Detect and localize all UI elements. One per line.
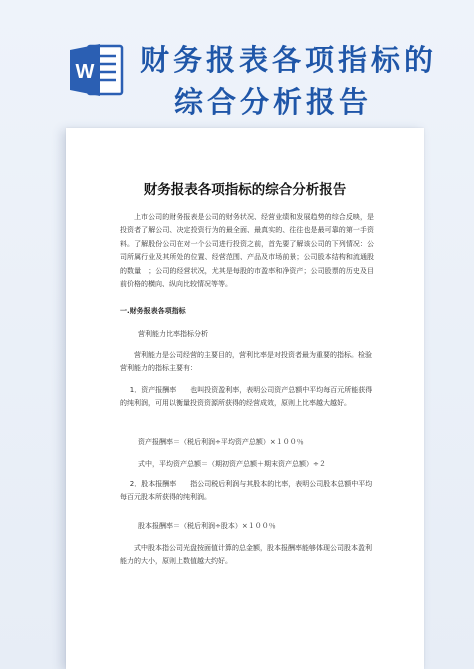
- header-banner: [0, 0, 474, 120]
- document-page: [66, 128, 424, 669]
- paragraph-equity-note: 式中股本指公司光盘按面值计算的总金额，股本报酬率能够体现公司股本盈利能力的大小，原则上数值越大约好。: [120, 544, 372, 566]
- subheading: 营利能力比率指标分析: [138, 330, 208, 338]
- paragraph-equity-return: 2．股本报酬率 指公司税后利润与其股本的比率，表明公司股本总额中平均每百元股本所获得的纯利润。: [120, 480, 373, 502]
- section-heading: 一.财务报表各项指标: [120, 307, 186, 315]
- word-document-icon: [66, 40, 126, 100]
- banner-title-line-1: 财务报表各项指标的: [140, 43, 438, 77]
- svg-text:W: W: [75, 61, 95, 83]
- intro-paragraph: 上市公司的财务报表是公司的财务状况、经营业绩和发展趋势的综合反映，是投资者了解公司、决定投资行为的最全面、最真实的、往往也是最可靠的第一手资料。了解股份公司在对一个公司进行投资之前，首先要了解该公司的下列情况：公司所属行业及其所处的位置、经营范围、产品及市场前景；公司股本结构和流通股的数量 ；公司的经营状况，尤其是每股的市盈率和净资产；公司股票的历史及目前价格的横向、纵向比较情况等等。: [120, 213, 374, 289]
- paragraph-profitability: 营利能力是公司经营的主要目的，营利比率是对投资者最为重要的指标。检验营利能力的指标主要有：: [120, 351, 372, 373]
- formula-equity-return: 股本报酬率＝（税后利润÷股本）×１００％: [138, 522, 276, 530]
- banner-title-line-2: 综合分析报告: [174, 85, 373, 119]
- document-title: 财务报表各项指标的综合分析报告: [143, 182, 347, 198]
- formula-asset-return: 资产报酬率＝（税后利润÷平均资产总额）×１００％: [138, 438, 304, 446]
- formula-average-assets: 式中，平均资产总额＝（期初资产总额＋期末资产总额）÷２: [138, 460, 326, 468]
- paragraph-asset-return: 1．资产报酬率 也叫投资盈利率，表明公司资产总额中平均每百元所能获得的纯利润，可用以衡量投资资源所获得的经营成效，原则上比率越大越好。: [120, 386, 373, 408]
